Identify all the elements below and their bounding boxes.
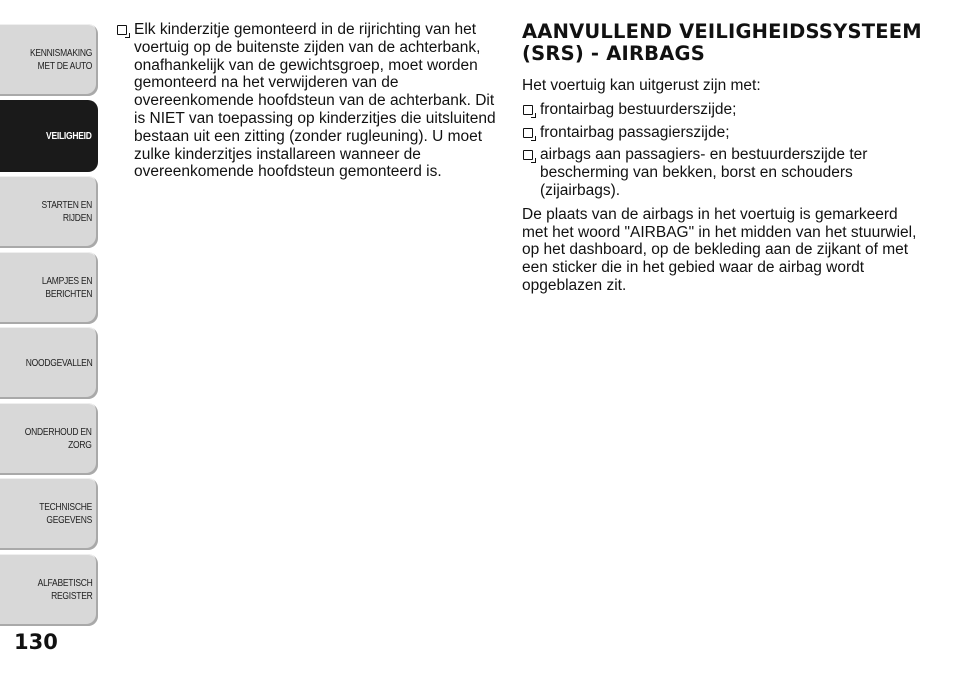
left-column bbox=[116, 21, 508, 181]
tab-label: ALFABETISCH REGISTER bbox=[37, 578, 92, 602]
heading-line-2: (SRS) - AIRBAGS bbox=[522, 42, 705, 65]
tab-noodgevallen[interactable] bbox=[0, 327, 98, 399]
section-heading bbox=[522, 21, 922, 65]
tab-kennismaking[interactable] bbox=[0, 24, 98, 96]
tab-lampjes-en-berichten[interactable] bbox=[0, 252, 98, 324]
tab-technische-gegevens[interactable] bbox=[0, 478, 98, 550]
tab-starten-en-rijden[interactable] bbox=[0, 176, 98, 248]
bullet-text: frontairbag bestuurderszijde; bbox=[540, 100, 737, 118]
tab-label: TECHNISCHE GEGEVENS bbox=[39, 502, 92, 526]
tab-label: STARTEN EN RIJDEN bbox=[41, 200, 92, 224]
intro-text: Het voertuig kan uitgerust zijn met: bbox=[522, 77, 761, 94]
bullet-text: airbags aan passagiers- en bestuurderszijde ter bescherming van bekken, borst en schouders (zijairbags). bbox=[540, 146, 868, 199]
checkbox-bullet-icon bbox=[117, 25, 127, 35]
list-item bbox=[522, 124, 922, 142]
bullet-text: frontairbag passagierszijde; bbox=[540, 123, 730, 141]
tab-alfabetisch-register[interactable] bbox=[0, 554, 98, 626]
list-item bbox=[116, 21, 508, 181]
checkbox-bullet-icon bbox=[523, 105, 533, 115]
tab-onderhoud-en-zorg[interactable] bbox=[0, 403, 98, 475]
tab-veiligheid[interactable] bbox=[0, 100, 98, 172]
tab-label: LAMPJES EN BERICHTEN bbox=[41, 276, 92, 300]
tab-label: NOODGEVALLEN bbox=[25, 357, 92, 369]
checkbox-bullet-icon bbox=[523, 128, 533, 138]
tab-label: ONDERHOUD EN ZORG bbox=[25, 427, 92, 451]
right-column bbox=[522, 21, 922, 301]
tab-label: VEILIGHEID bbox=[46, 130, 92, 142]
body-paragraph: De plaats van de airbags in het voertuig is gemarkeerd met het woord "AIRBAG" in het midden van het stuurwiel, op het dashboard, op de bekleding aan de zijkant of met een sticker die in het gebied waar de airbag wordt opgeblazen zit. bbox=[522, 205, 917, 294]
tab-label: KENNISMAKING MET DE AUTO bbox=[29, 48, 92, 72]
list-item bbox=[522, 101, 922, 119]
list-item bbox=[522, 146, 922, 199]
page-number: 130 bbox=[14, 630, 58, 654]
checkbox-bullet-icon bbox=[523, 150, 533, 160]
heading-line-1: AANVULLEND VEILIGHEIDSSYSTEEM bbox=[522, 20, 922, 43]
bullet-text: Elk kinderzitje gemonteerd in de rijrichting van het voertuig op de buitenste zijden van de achterbank, onafhankelijk van de gewichtsgroep, moet worden gemonteerd na het verwijderen van de overeenkomende hoofdsteun van de achterbank. Dit is NIET van toepassing op kinderzitjes die uitsluitend bestaan uit een zitting (zonder rugleuning). U moet zulke kinderzitjes installareen wanneer de overeenkomende hoofdsteun gemonteerd is. bbox=[134, 21, 496, 181]
